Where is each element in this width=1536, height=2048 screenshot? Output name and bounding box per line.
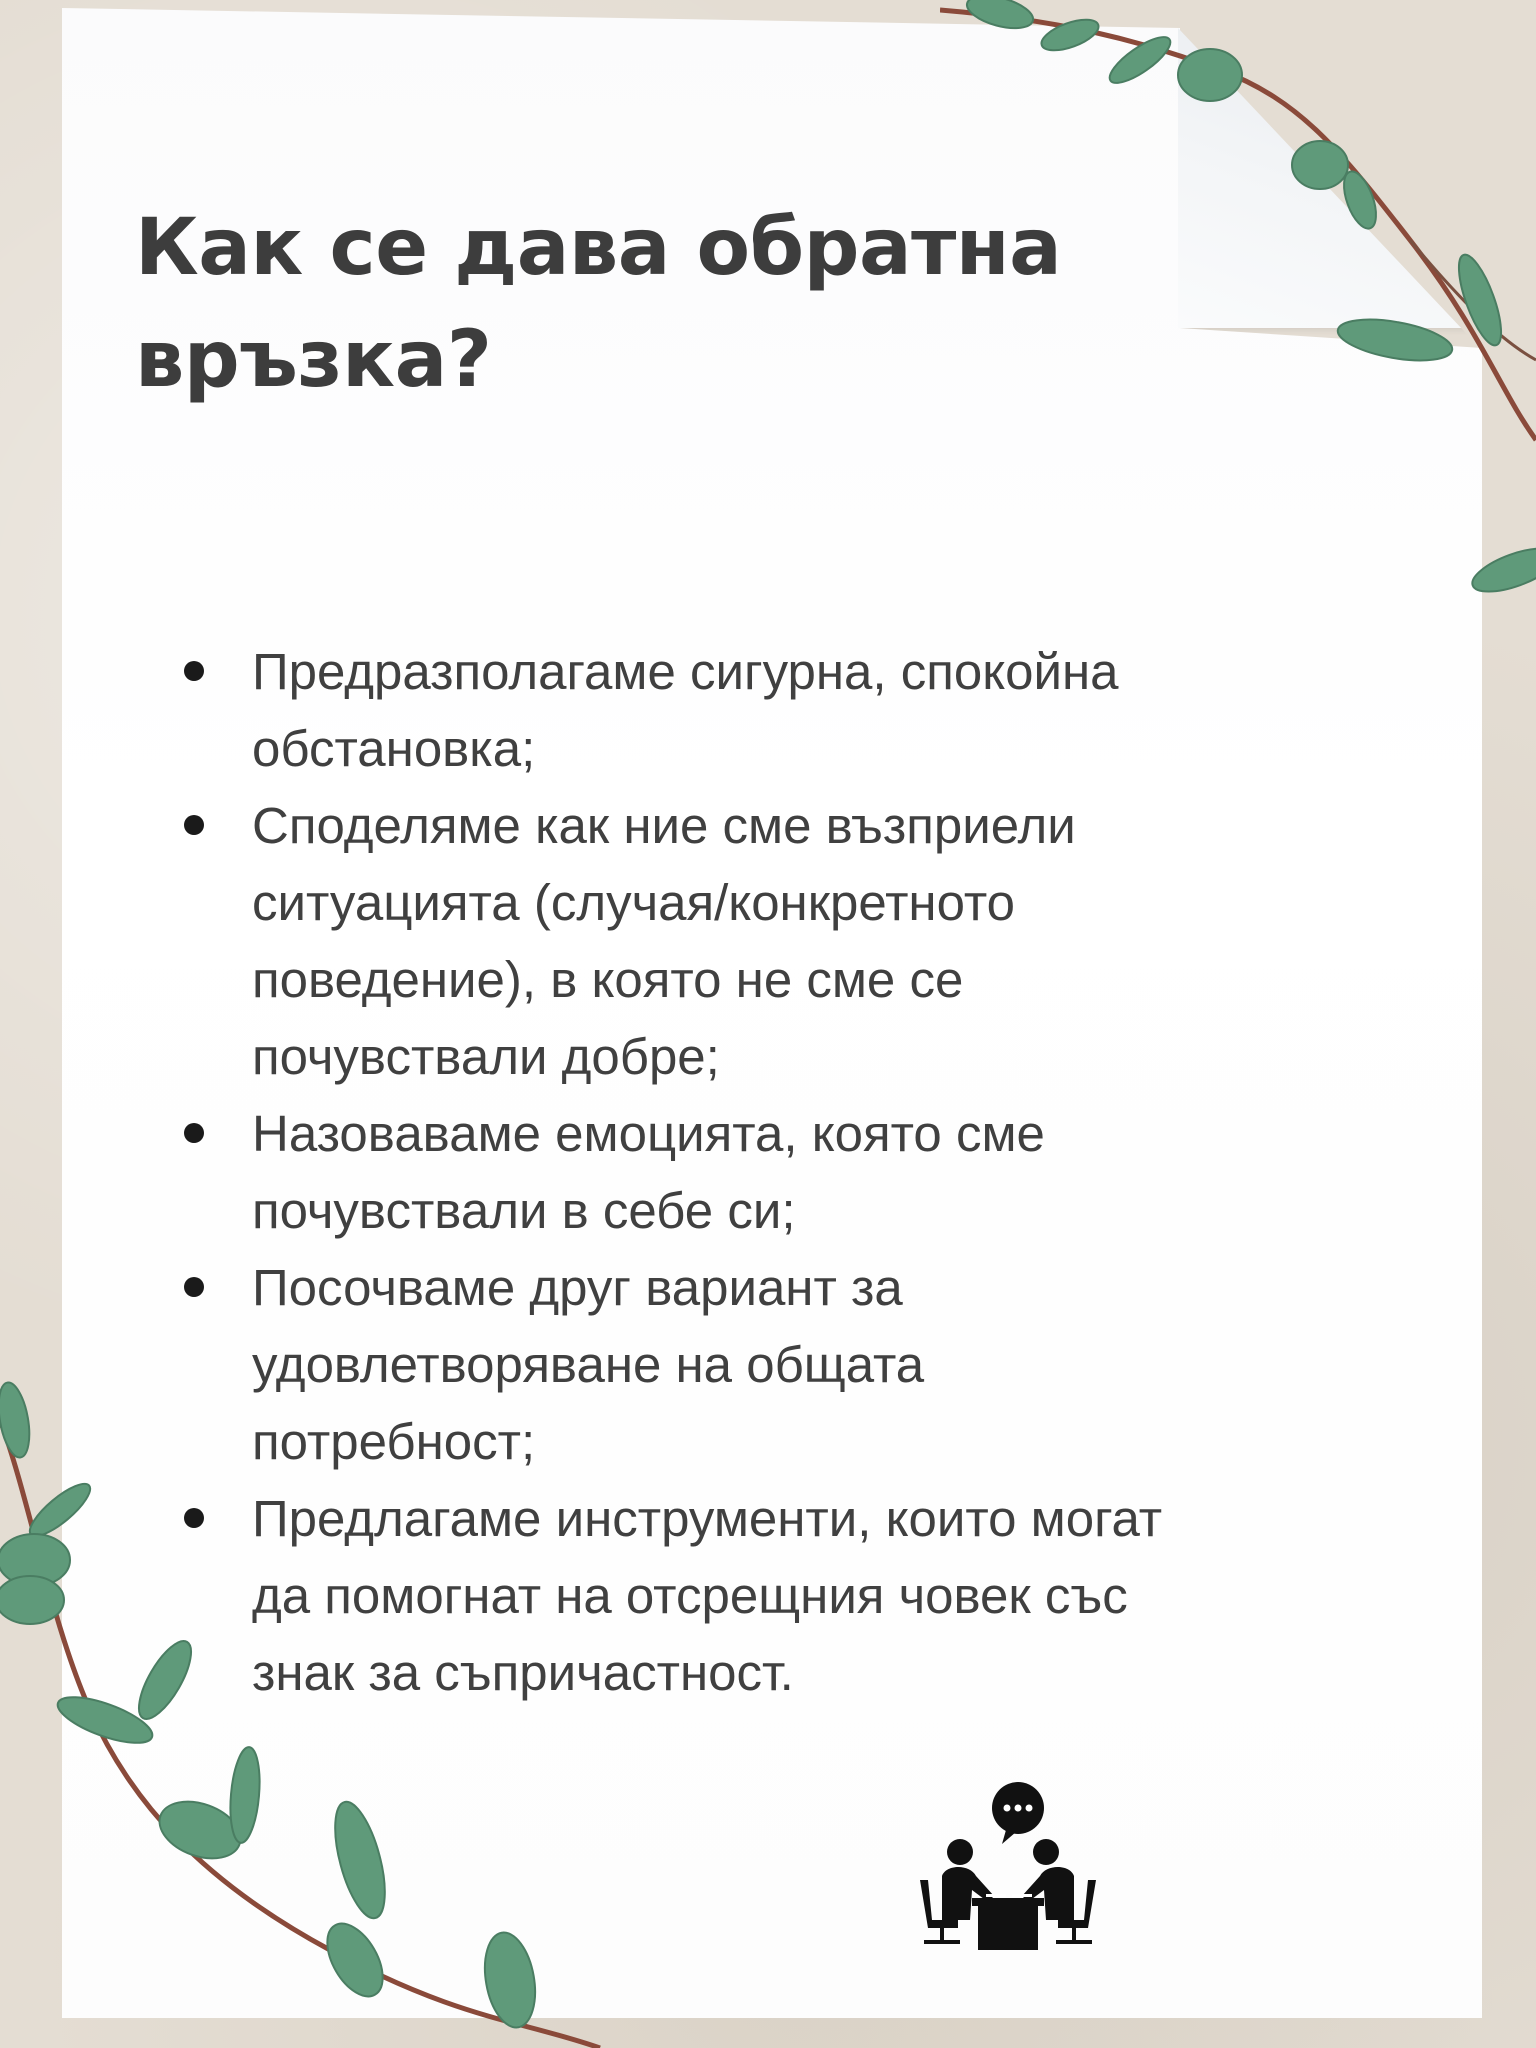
bullet-dot — [184, 1277, 204, 1297]
list-item — [176, 1249, 1176, 1480]
bullet-dot — [184, 1508, 204, 1528]
list-item-text: Споделяме как ние сме възприели ситуацията (случая/конкретното поведение), в която не сме се почувствали добре; — [252, 797, 1076, 1085]
list-item — [176, 1480, 1176, 1711]
speech-bubble-icon — [992, 1782, 1044, 1844]
list-item-text: Предлагаме инструменти, които могат да помогнат на отсрещния човек със знак за съпричастност. — [252, 1490, 1163, 1701]
list-item-text: Назоваваме емоцията, която сме почувствали в себе си; — [252, 1105, 1045, 1239]
bullet-dot — [184, 815, 204, 835]
list-item — [176, 787, 1176, 1095]
bullet-dot — [184, 661, 204, 681]
list-item — [176, 1095, 1176, 1249]
list-item-text: Посочваме друг вариант за удовлетворяване на общата потребност; — [252, 1259, 925, 1470]
list-item — [176, 633, 1176, 787]
list-item-text: Предразполагаме сигурна, спокойна обстановка; — [252, 643, 1119, 777]
bullet-dot — [184, 1123, 204, 1143]
page-title: Как се дава обратна връзка? — [135, 203, 1062, 405]
meeting-people-icon — [898, 1780, 1118, 1956]
bullet-list — [176, 633, 1176, 1711]
